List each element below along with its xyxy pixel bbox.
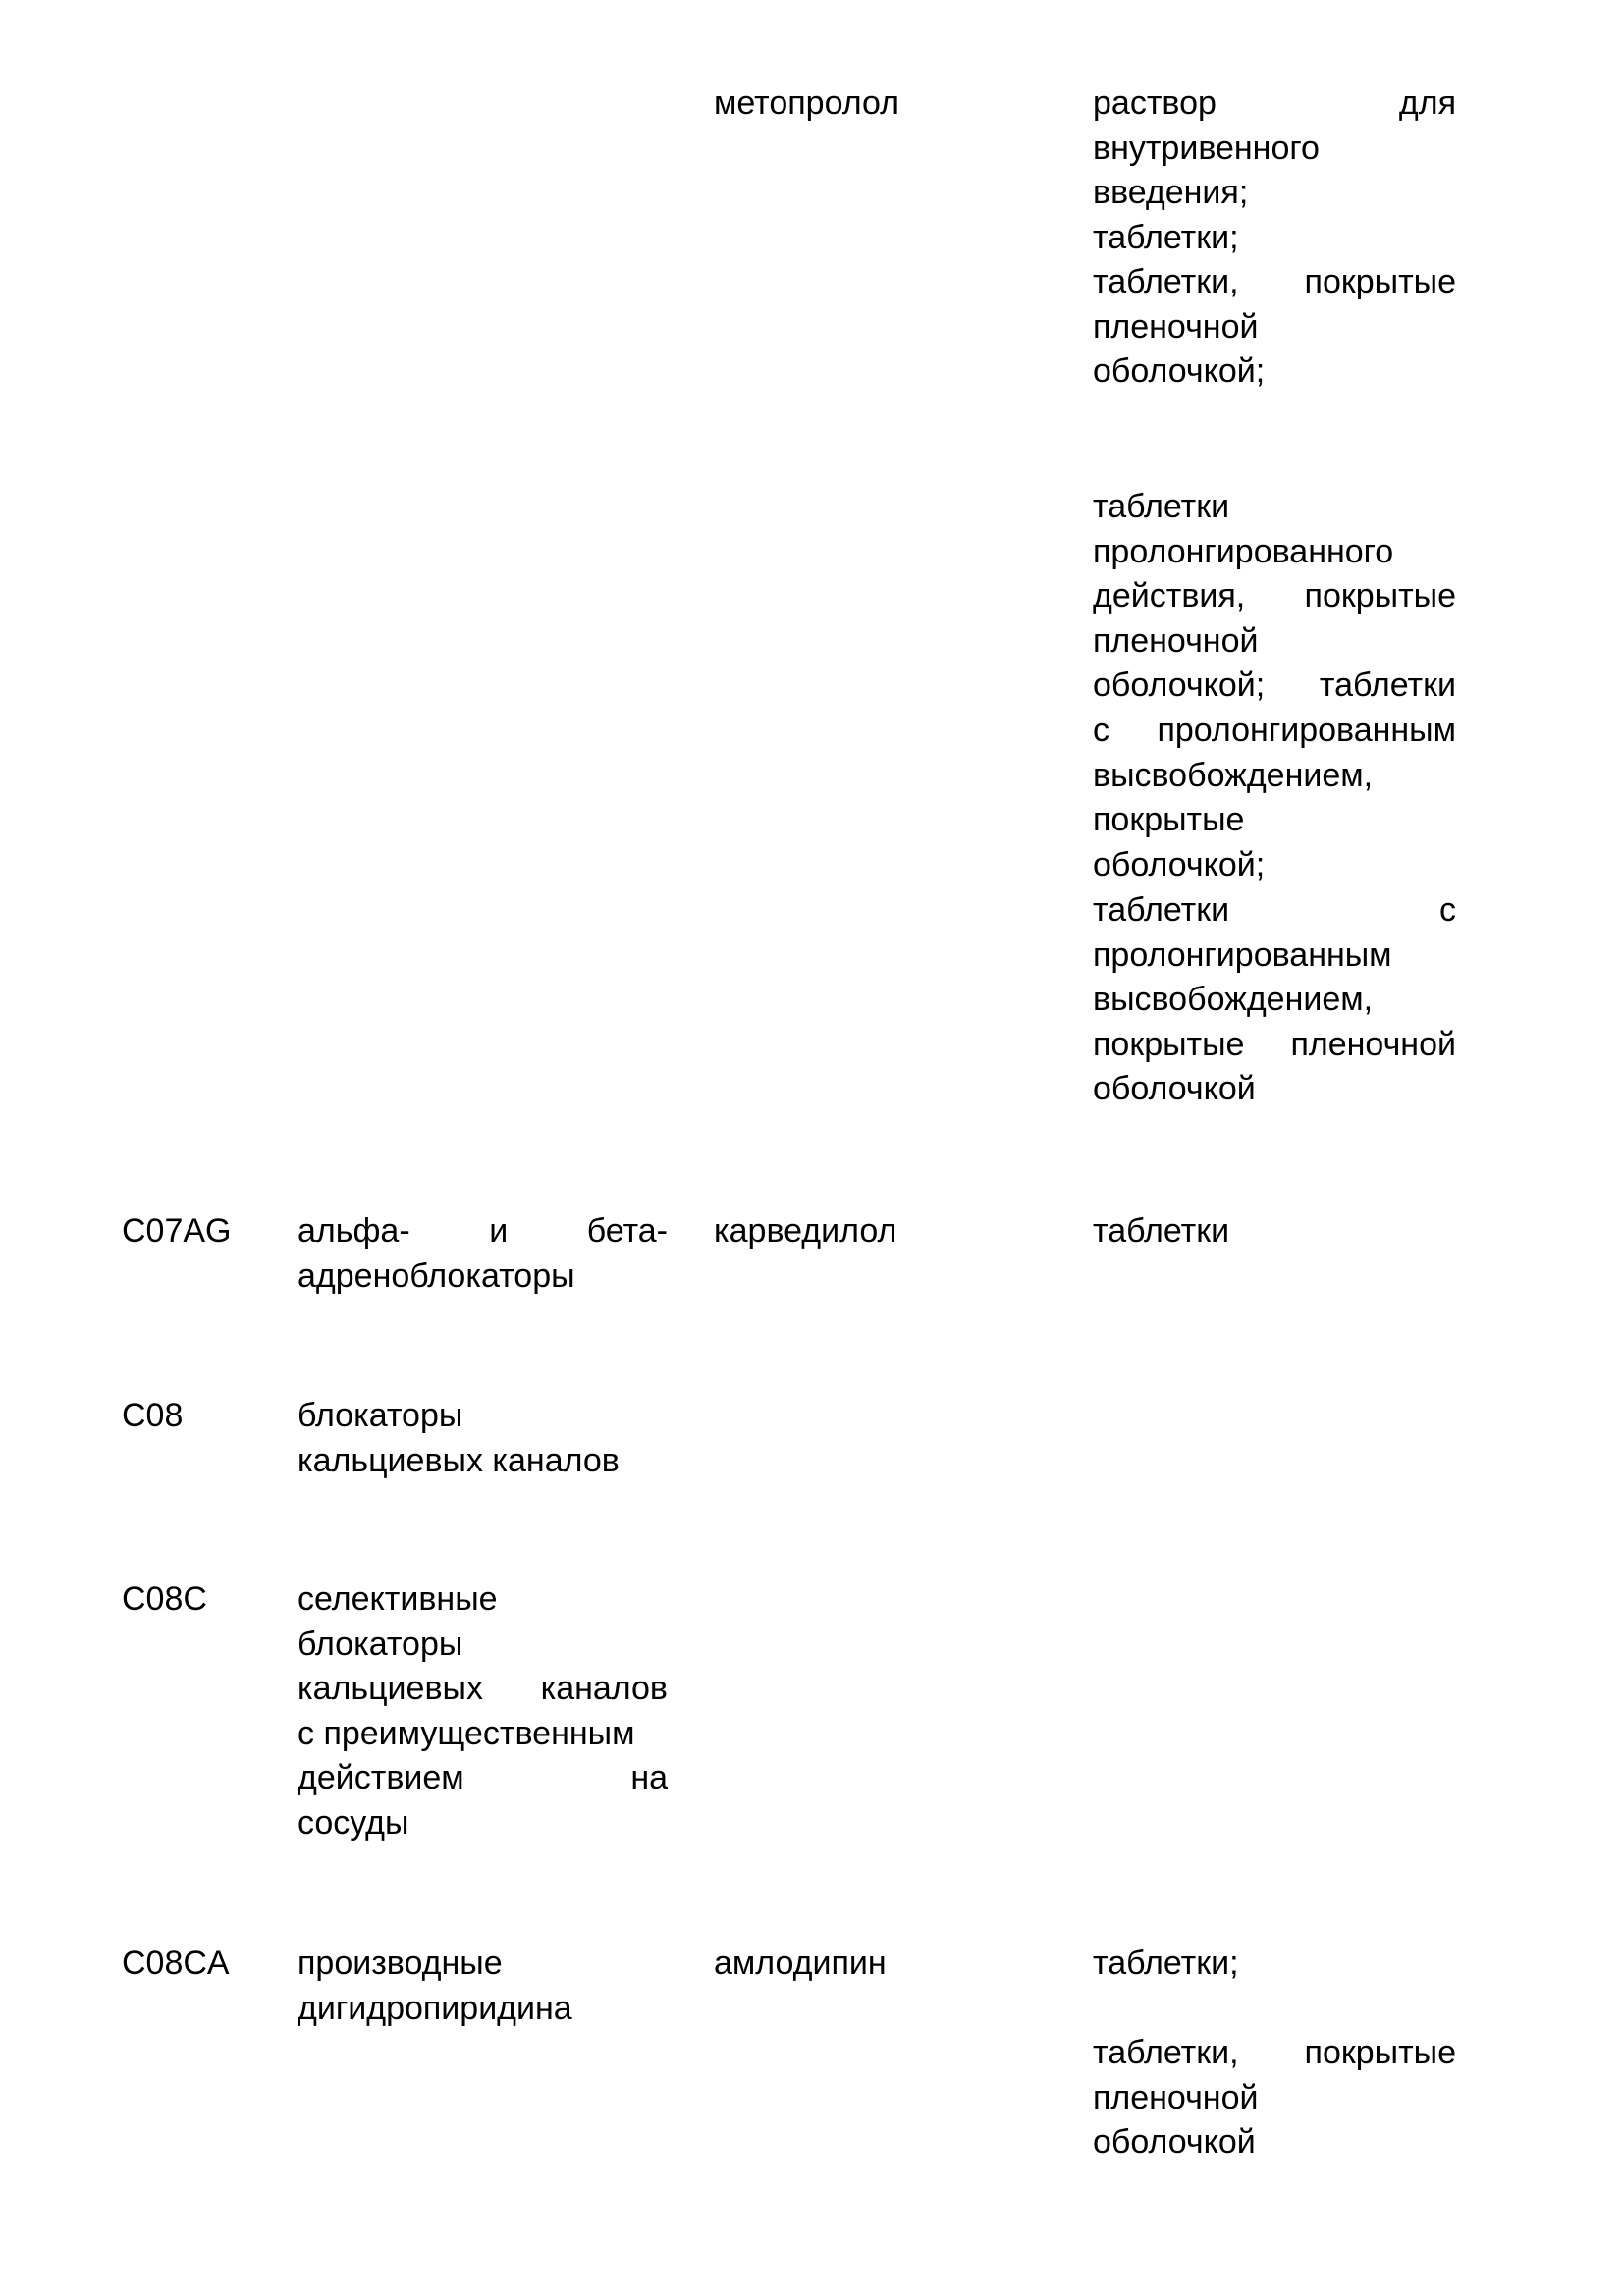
form-line: высвобождением, <box>1093 981 1374 1019</box>
form-line: пролонгированного <box>1093 532 1394 570</box>
form-line: покрытые <box>1093 801 1245 839</box>
form-line: высвобождением, <box>1093 756 1374 794</box>
drug-name: амлодипин <box>714 1945 887 1982</box>
dosage-form <box>1093 216 1456 261</box>
form-line: таблетки, покрытые <box>1093 263 1456 300</box>
form-line: оболочкой; <box>1093 845 1266 883</box>
dosage-form <box>1093 81 1456 216</box>
dosage-form <box>1093 2031 1456 2165</box>
form-line: оболочкой; таблетки <box>1093 667 1456 705</box>
dosage-form: таблетки <box>1093 1212 1230 1250</box>
group-line: производные <box>298 1945 503 1982</box>
group-line: блокаторы <box>298 1397 463 1434</box>
drug-group <box>298 1209 668 1299</box>
dosage-form <box>1093 485 1456 887</box>
form-line: таблетки; <box>1093 219 1239 256</box>
atc-code: C08CA <box>122 1945 230 1982</box>
form-line: покрытые пленочной <box>1093 1025 1456 1063</box>
group-line: сосуды <box>298 1803 409 1842</box>
drug-group <box>298 1577 668 1846</box>
dosage-form <box>1093 888 1456 1112</box>
form-line: оболочкой <box>1093 2123 1256 2162</box>
group-line: блокаторы <box>298 1625 463 1663</box>
group-line: дигидропиридина <box>298 1989 572 2027</box>
form-line: оболочкой; <box>1093 352 1266 391</box>
group-line: кальциевых каналов <box>298 1670 668 1708</box>
drug-name: карведилол <box>714 1212 897 1250</box>
form-line: оболочкой <box>1093 1070 1256 1108</box>
group-line: с преимущественным <box>298 1714 635 1752</box>
group-line: кальциевых каналов <box>298 1441 620 1479</box>
drug-group <box>298 1394 668 1483</box>
atc-code: C08 <box>122 1397 184 1434</box>
form-line: пролонгированным <box>1093 935 1392 974</box>
form-line: внутривенного <box>1093 129 1320 167</box>
group-line: альфа- и бета- <box>298 1212 668 1250</box>
form-line: действия, покрытые <box>1093 577 1456 615</box>
form-line: таблетки с <box>1093 891 1456 929</box>
form-line: пленочной <box>1093 621 1259 660</box>
form-line: таблетки, покрытые <box>1093 2034 1456 2071</box>
atc-code: C07AG <box>122 1212 232 1250</box>
dosage-form: таблетки; <box>1093 1945 1239 1982</box>
group-line: действием на <box>298 1759 668 1797</box>
dosage-form <box>1093 260 1456 395</box>
form-line: таблетки <box>1093 488 1230 525</box>
group-line: адреноблокаторы <box>298 1256 575 1295</box>
drug-group <box>298 1942 668 2031</box>
drug-name: метопролол <box>714 84 899 122</box>
form-line: введения; <box>1093 174 1249 212</box>
form-line: пленочной <box>1093 307 1259 346</box>
atc-code: C08C <box>122 1580 207 1618</box>
form-line: раствор для <box>1093 84 1456 122</box>
group-line: селективные <box>298 1580 498 1618</box>
form-line: с пролонгированным <box>1093 711 1456 749</box>
form-line: пленочной <box>1093 2078 1259 2116</box>
